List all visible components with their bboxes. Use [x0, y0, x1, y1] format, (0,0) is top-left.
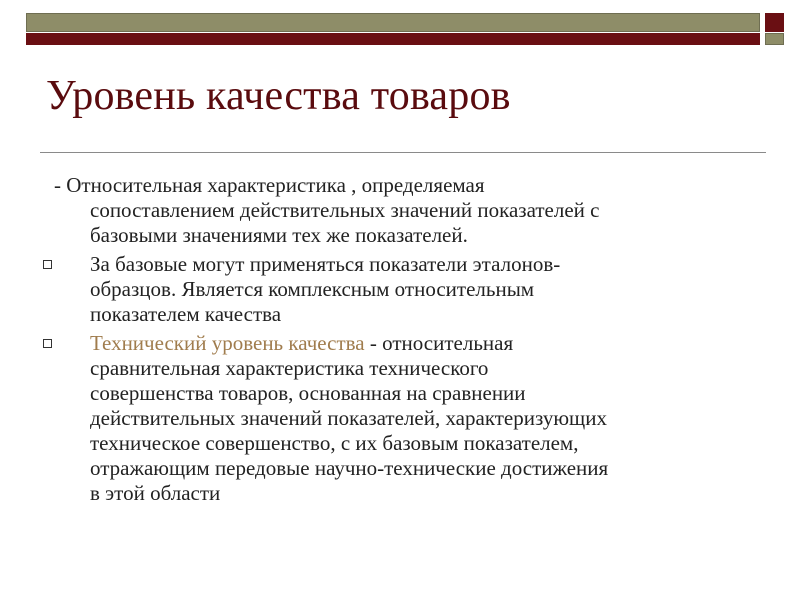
- text-line: действительных значений показателей, характеризующих: [90, 406, 607, 430]
- text-line: образцов. Является комплексным относительным: [90, 277, 535, 301]
- text-line: - Относительная характеристика , определяемая: [54, 173, 485, 197]
- text-line: [90, 331, 760, 356]
- text-line: За базовые могут применяться показатели эталонов-: [90, 252, 561, 276]
- definition-paragraph: [40, 173, 760, 248]
- text-line: сопоставлением действительных значений показателей с: [90, 198, 600, 222]
- header-square-red: [765, 13, 784, 32]
- text-line: показателем качества: [90, 302, 282, 326]
- square-bullet-icon: [43, 260, 52, 269]
- text-line: в этой области: [90, 481, 221, 505]
- text-line: совершенства товаров, основанная на сравнении: [90, 381, 526, 405]
- bullet-item-technical-level: [40, 331, 760, 506]
- text-line: техническое совершенство, с их базовым показателем,: [90, 431, 579, 455]
- header-bar-olive: [26, 13, 760, 32]
- header-bar-red: [26, 33, 760, 45]
- bullet-item-base-indicators: [40, 252, 760, 327]
- text-line: базовыми значениями тех же показателей.: [90, 223, 468, 247]
- text-fragment: - относительная: [364, 331, 514, 355]
- title-divider: [40, 152, 766, 153]
- square-bullet-icon: [43, 339, 52, 348]
- header-square-olive: [765, 33, 784, 45]
- slide-title: Уровень качества товаров: [46, 73, 511, 119]
- highlighted-term: Технический уровень качества: [90, 331, 365, 355]
- text-line: сравнительная характеристика технического: [90, 356, 489, 380]
- slide-body: [40, 173, 760, 510]
- text-line: отражающим передовые научно-технические достижения: [90, 456, 609, 480]
